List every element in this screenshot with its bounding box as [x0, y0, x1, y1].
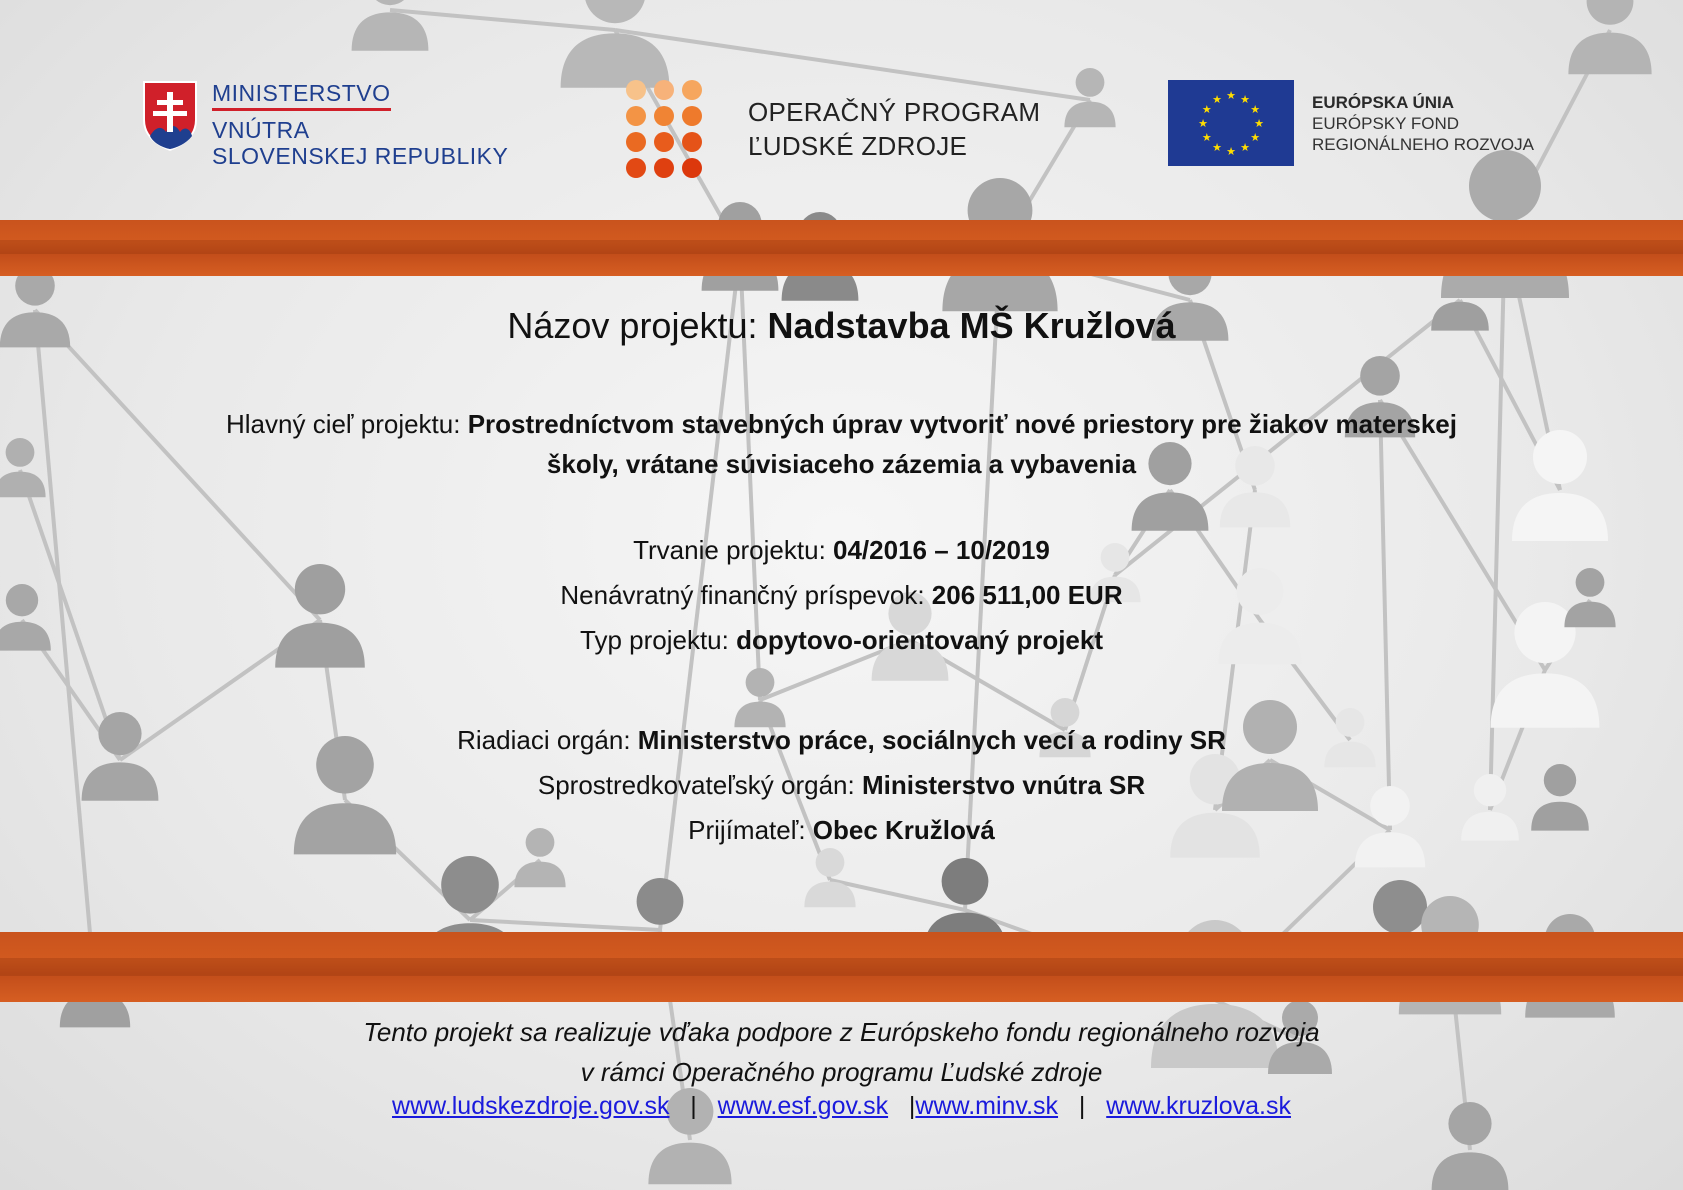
eu-star-icon: ★: [1226, 90, 1236, 102]
link-separator: |: [908, 1092, 916, 1120]
network-link: [470, 920, 660, 930]
orange-band-top: [0, 220, 1683, 276]
op-dot: [654, 158, 674, 178]
eu-star-icon: ★: [1212, 142, 1222, 155]
intermediate-value: Ministerstvo vnútra SR: [861, 770, 1146, 800]
op-dot: [654, 80, 674, 100]
network-link: [390, 10, 615, 30]
grant-value: 206 511,00 EUR: [931, 580, 1123, 610]
op-dot: [626, 158, 646, 178]
link-ludskezdroje[interactable]: www.ludskezdroje.gov.sk: [392, 1092, 670, 1120]
slovak-coat-of-arms-icon: [142, 80, 198, 152]
recipient-value: Obec Kružlová: [812, 815, 995, 845]
op-dot: [682, 132, 702, 152]
ministry-logo: [142, 80, 508, 169]
title-label: Názov projektu:: [507, 305, 768, 346]
footer-line2: v rámci Operačného programu Ľudské zdroje: [580, 1057, 1103, 1087]
type-label: Typ projektu:: [580, 625, 737, 655]
intermediate-body: [0, 770, 1683, 801]
project-goal: [0, 404, 1683, 484]
footer-line1: Tento projekt sa realizuje vďaka podpore z Európskeho fondu regionálneho rozvoja: [363, 1017, 1320, 1047]
goal-value-line2: školy, vrátane súvisiaceho zázemia a vybavenia: [546, 449, 1137, 479]
managing-value: Ministerstvo práce, sociálnych vecí a rodiny SR: [637, 725, 1226, 755]
op-dot: [654, 132, 674, 152]
op-dots-icon: [626, 80, 704, 178]
eu-star-icon: ★: [1250, 104, 1261, 116]
op-dot: [626, 132, 646, 152]
ministry-line3: SLOVENSKEJ REPUBLIKY: [212, 143, 509, 169]
project-grant: [0, 580, 1683, 611]
op-dot: [654, 106, 674, 126]
eu-star-icon: ★: [1212, 93, 1222, 106]
eu-star-icon: ★: [1240, 93, 1250, 106]
managing-authority: [0, 725, 1683, 756]
op-dot: [682, 80, 702, 100]
op-dot: [626, 80, 646, 100]
op-line2: ĽUDSKÉ ZDROJE: [748, 131, 968, 161]
op-line1: OPERAČNÝ PROGRAM: [748, 97, 1041, 127]
eu-star-icon: ★: [1254, 118, 1264, 130]
title-value: Nadstavba MŠ Kružlová: [767, 305, 1176, 346]
link-esf[interactable]: www.esf.gov.sk: [717, 1092, 889, 1120]
eu-flag-icon: [1168, 80, 1294, 166]
eu-star-icon: ★: [1198, 118, 1208, 130]
project-title: [0, 305, 1683, 347]
op-dot: [682, 158, 702, 178]
footer-links: [0, 1092, 1683, 1121]
link-separator: |: [690, 1092, 697, 1120]
eu-line3: REGIONÁLNEHO ROZVOJA: [1312, 134, 1534, 154]
grant-label: Nenávratný finančný príspevok:: [560, 580, 932, 610]
eu-line2: EURÓPSKY FOND: [1312, 113, 1460, 133]
recipient-label: Prijímateľ:: [688, 815, 813, 845]
type-value: dopytovo-orientovaný projekt: [736, 625, 1103, 655]
link-separator: |: [1078, 1092, 1086, 1120]
op-dot: [682, 106, 702, 126]
person-silhouette-icon: [1568, 0, 1651, 74]
op-dot: [626, 106, 646, 126]
link-kruzlova[interactable]: www.kruzlova.sk: [1106, 1092, 1291, 1120]
person-silhouette-icon: [352, 0, 429, 51]
managing-label: Riadiaci orgán:: [457, 725, 638, 755]
orange-band-bottom: [0, 932, 1683, 1002]
op-logo: [626, 80, 1040, 178]
eu-line1: EURÓPSKA ÚNIA: [1312, 92, 1454, 112]
eu-star-icon: ★: [1240, 142, 1250, 155]
eu-logo: [1168, 80, 1534, 166]
goal-label: Hlavný cieľ projektu:: [226, 409, 468, 439]
ministry-line1: MINISTERSTVO: [212, 80, 391, 111]
intermediate-label: Sprostredkovateľský orgán:: [537, 770, 862, 800]
eu-star-icon: ★: [1226, 146, 1236, 158]
footer-text: [0, 1012, 1683, 1092]
project-type: [0, 625, 1683, 656]
eu-star-icon: ★: [1201, 132, 1212, 144]
eu-star-icon: ★: [1201, 104, 1212, 116]
duration-value: 04/2016 – 10/2019: [833, 535, 1050, 565]
eu-star-icon: ★: [1250, 132, 1261, 144]
goal-value-line1: Prostredníctvom stavebných úprav vytvoriť nové priestory pre žiakov materskej: [467, 409, 1457, 439]
person-silhouette-icon: [561, 0, 670, 88]
ministry-line2: VNÚTRA: [212, 117, 310, 143]
link-minv[interactable]: www.minv.sk: [915, 1092, 1059, 1120]
project-duration: [0, 535, 1683, 566]
recipient: [0, 815, 1683, 846]
duration-label: Trvanie projektu:: [633, 535, 834, 565]
